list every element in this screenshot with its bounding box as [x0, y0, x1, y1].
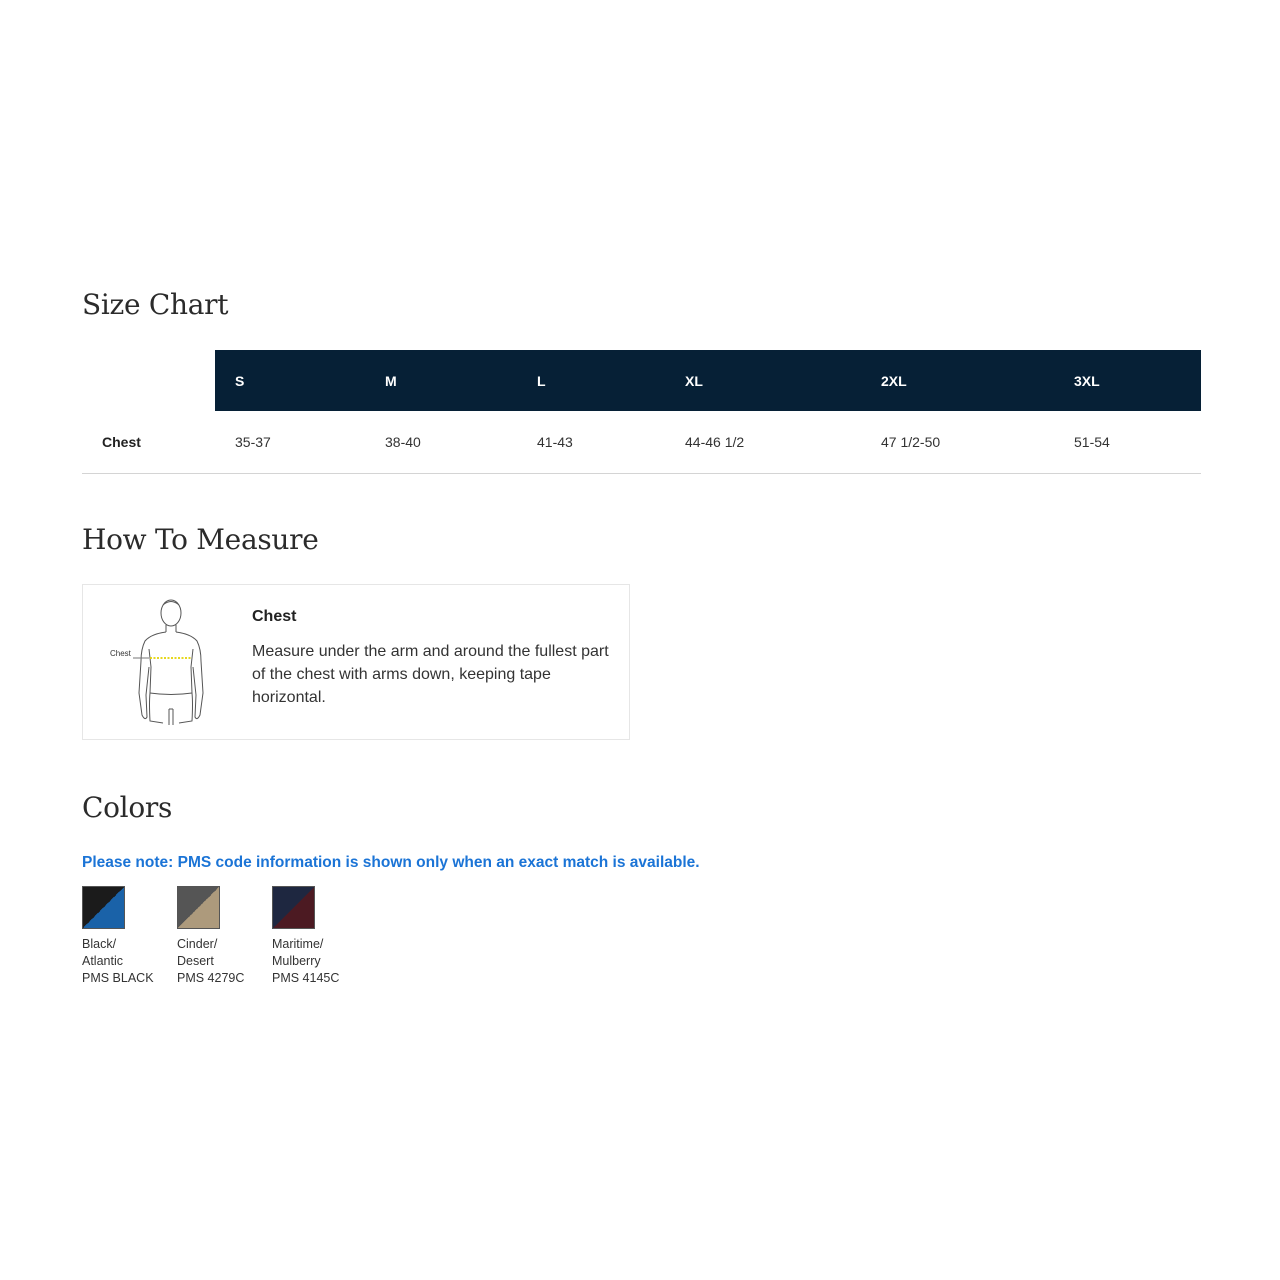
- size-header-xl: XL: [665, 350, 861, 411]
- size-header-3xl: 3XL: [1054, 350, 1201, 411]
- body-measure-illustration: [105, 597, 225, 729]
- chest-value-m: 38-40: [365, 411, 517, 474]
- swatch-name-line1: Black/: [82, 937, 117, 951]
- size-header-s: S: [215, 350, 365, 411]
- swatch-label: [177, 936, 272, 987]
- measure-card: [82, 584, 630, 740]
- color-swatch-maritime-mulberry[interactable]: [272, 886, 315, 929]
- swatch-name-line2: Desert: [177, 954, 214, 968]
- swatch-pms: PMS 4279C: [177, 971, 245, 985]
- size-header-m: M: [365, 350, 517, 411]
- table-row: [82, 411, 1201, 474]
- color-swatch-item[interactable]: [82, 886, 177, 987]
- measure-title: Chest: [252, 608, 297, 625]
- swatch-pms: PMS BLACK: [82, 971, 154, 985]
- swatch-pms: PMS 4145C: [272, 971, 340, 985]
- swatch-name-line1: Cinder/: [177, 937, 218, 951]
- size-header-row: [82, 350, 1201, 411]
- pms-note: Please note: PMS code information is shown only when an exact match is available.: [82, 854, 700, 871]
- row-label-chest: Chest: [82, 411, 215, 474]
- how-to-measure-heading: How To Measure: [82, 523, 319, 556]
- color-swatch-item[interactable]: [272, 886, 367, 987]
- swatch-name-line2: Mulberry: [272, 954, 321, 968]
- swatch-name-line2: Atlantic: [82, 954, 123, 968]
- chest-value-2xl: 47 1/2-50: [861, 411, 1054, 474]
- chest-value-3xl: 51-54: [1054, 411, 1201, 474]
- swatch-label: [272, 936, 367, 987]
- size-header-2xl: 2XL: [861, 350, 1054, 411]
- figure-chest-label: Chest: [110, 649, 131, 658]
- chest-value-l: 41-43: [517, 411, 665, 474]
- color-swatch-item[interactable]: [177, 886, 272, 987]
- color-swatch-black-atlantic[interactable]: [82, 886, 125, 929]
- size-chart-table: [82, 350, 1201, 474]
- swatch-name-line1: Maritime/: [272, 937, 324, 951]
- chest-value-xl: 44-46 1/2: [665, 411, 861, 474]
- colors-heading: Colors: [82, 791, 173, 824]
- table-corner: [82, 350, 215, 411]
- measure-description: Measure under the arm and around the fullest part of the chest with arms down, keeping tape horizontal.: [252, 643, 609, 706]
- chest-value-s: 35-37: [215, 411, 365, 474]
- size-chart-heading: Size Chart: [82, 288, 229, 321]
- swatch-label: [82, 936, 177, 987]
- size-header-l: L: [517, 350, 665, 411]
- color-swatch-cinder-desert[interactable]: [177, 886, 220, 929]
- color-swatch-list: [82, 886, 367, 987]
